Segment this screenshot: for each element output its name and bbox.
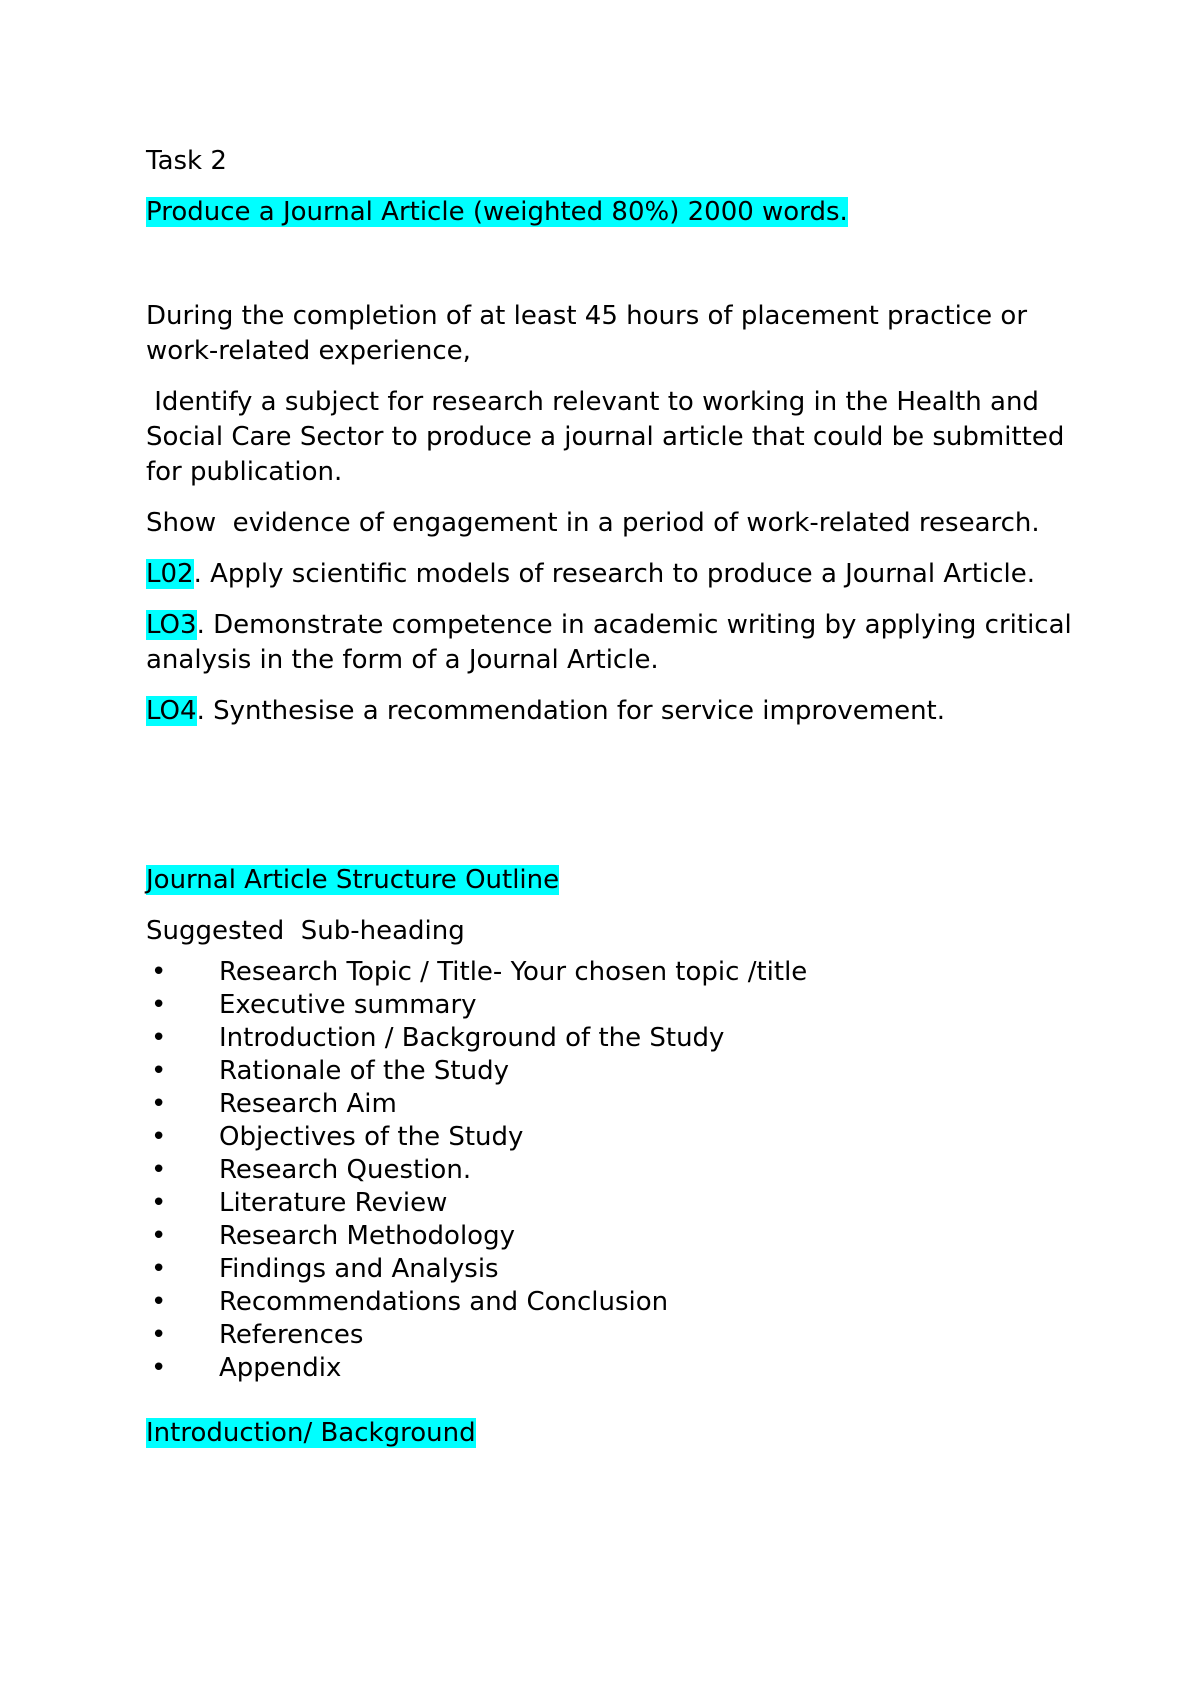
list-item — [146, 1055, 1086, 1088]
list-item-text: Findings and Analysis — [219, 1254, 499, 1284]
assignment-title — [146, 195, 1086, 230]
bullet-icon: • — [151, 1188, 167, 1218]
lo-code: L02 — [146, 559, 194, 589]
paragraph-engagement: Show evidence of engagement in a period of work-related research. — [146, 508, 1040, 538]
paragraph-identify: Identify a subject for research relevant to working in the Health and Social Care Sector to produce a journal article that could be submitted for publication. — [146, 387, 1073, 487]
list-item — [146, 1022, 1086, 1055]
bullet-icon: • — [151, 990, 167, 1020]
list-item — [146, 989, 1086, 1022]
bullet-icon: • — [151, 1254, 167, 1284]
bullet-icon: • — [151, 1353, 167, 1383]
bullet-icon: • — [151, 1155, 167, 1185]
list-item-text: Research Topic / Title- Your chosen topic /title — [219, 957, 808, 987]
bullet-icon: • — [151, 1287, 167, 1317]
introduction-heading-highlight: Introduction/ Background — [146, 1418, 476, 1448]
paragraph-placement: During the completion of at least 45 hours of placement practice or work-related experience, — [146, 301, 1028, 366]
outline-heading-highlight: Journal Article Structure Outline — [146, 865, 560, 895]
list-item — [146, 1187, 1086, 1220]
list-item — [146, 1319, 1086, 1352]
list-item-text: Appendix — [219, 1353, 342, 1383]
assignment-title-highlight: Produce a Journal Article (weighted 80%) 2000 words. — [146, 197, 848, 227]
list-item — [146, 956, 1086, 989]
list-item — [146, 1121, 1086, 1154]
introduction-heading — [146, 1416, 1086, 1451]
subheading-list — [146, 956, 1086, 1385]
outline-heading — [146, 863, 1086, 898]
bullet-icon: • — [151, 1023, 167, 1053]
lo-text: . Synthesise a recommendation for service improvement. — [196, 696, 946, 726]
list-item-text: Executive summary — [219, 990, 477, 1020]
learning-outcome-lo2 — [146, 557, 1086, 592]
list-item-text: Research Aim — [219, 1089, 397, 1119]
lo-text: . Apply scientific models of research to produce a Journal Article. — [193, 559, 1035, 589]
lo-code: LO4 — [146, 696, 197, 726]
list-item-text: References — [219, 1320, 364, 1350]
bullet-icon: • — [151, 1122, 167, 1152]
bullet-icon: • — [151, 957, 167, 987]
list-item — [146, 1154, 1086, 1187]
list-item-text: Research Methodology — [219, 1221, 515, 1251]
list-item — [146, 1088, 1086, 1121]
document-page — [146, 144, 1086, 1451]
list-item-text: Introduction / Background of the Study — [219, 1023, 725, 1053]
list-item — [146, 1352, 1086, 1385]
learning-outcome-lo3 — [146, 608, 1086, 678]
list-item-text: Literature Review — [219, 1188, 448, 1218]
list-item-text: Objectives of the Study — [219, 1122, 524, 1152]
learning-outcome-lo4 — [146, 694, 1086, 729]
list-item — [146, 1286, 1086, 1319]
list-item-text: Recommendations and Conclusion — [219, 1287, 669, 1317]
bullet-icon: • — [151, 1221, 167, 1251]
list-item-text: Research Question. — [219, 1155, 472, 1185]
suggested-subheading-label: Suggested Sub-heading — [146, 916, 465, 946]
bullet-icon: • — [151, 1320, 167, 1350]
lo-code: LO3 — [146, 610, 197, 640]
lo-text: . Demonstrate competence in academic writing by applying critical analysis in the form of a Journal Article. — [146, 610, 1072, 675]
list-item-text: Rationale of the Study — [219, 1056, 509, 1086]
task-heading: Task 2 — [146, 146, 227, 176]
list-item — [146, 1253, 1086, 1286]
bullet-icon: • — [151, 1056, 167, 1086]
list-item — [146, 1220, 1086, 1253]
bullet-icon: • — [151, 1089, 167, 1119]
